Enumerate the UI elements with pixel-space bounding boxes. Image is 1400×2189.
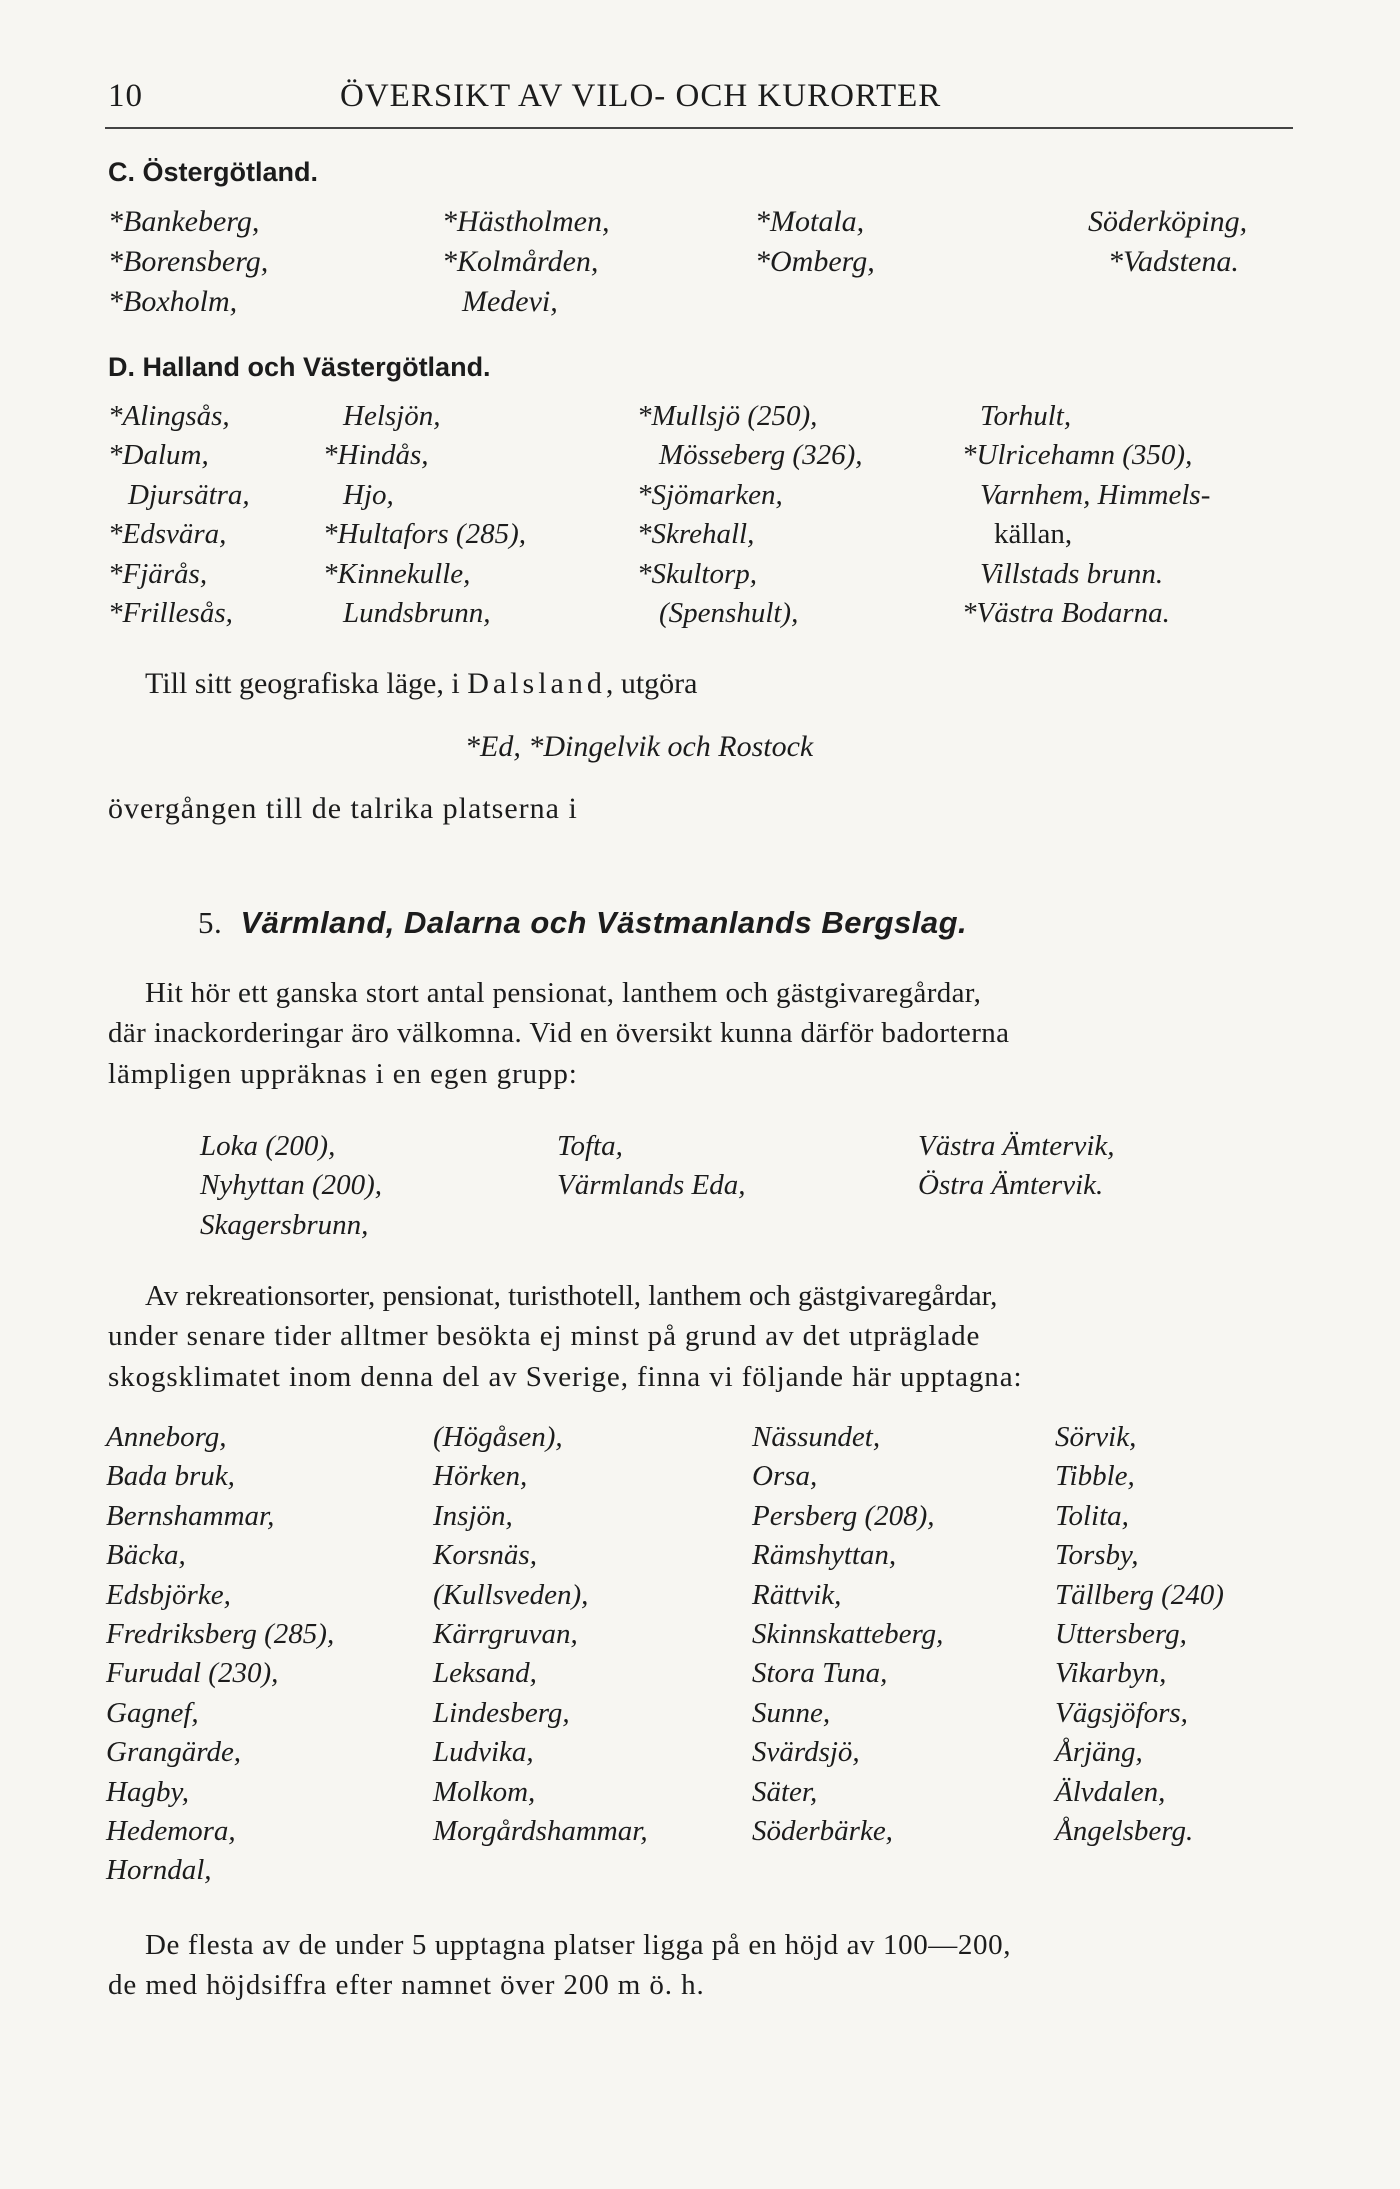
place-name: *Fjärås, — [108, 557, 208, 590]
place-name: Stora Tuna, — [752, 1657, 888, 1690]
place-name: Mösseberg (326), — [659, 439, 863, 472]
place-name: (Högåsen), — [433, 1421, 563, 1453]
place-name: Torsby, — [1055, 1539, 1139, 1572]
place-name: Hedemora, — [106, 1815, 236, 1848]
place-name: Insjön, — [433, 1499, 513, 1532]
place-name: Säter, — [752, 1775, 818, 1808]
dalsland-line-2: *Ed, *Dingelvik och Rostock — [465, 730, 814, 763]
place-name: Torhult, — [980, 400, 1072, 432]
paragraph-line: De flesta av de under 5 upptagna platser ligga på en höjd av 100—200, — [145, 1929, 1012, 1961]
place-name: Helsjön, — [343, 400, 441, 432]
place-name: Bada bruk, — [106, 1460, 235, 1493]
place-name: Djursätra, — [128, 478, 250, 511]
place-name: Nässundet, — [752, 1421, 881, 1453]
place-name: Hagby, — [106, 1775, 189, 1808]
place-name: Korsnäs, — [433, 1539, 537, 1572]
place-name: Sunne, — [752, 1696, 831, 1729]
list-column-4 — [1055, 1418, 1224, 1851]
place-name: Leksand, — [433, 1657, 537, 1690]
running-title: ÖVERSIKT AV VILO- OCH KURORTER — [340, 78, 942, 114]
place-name: *Sjömarken, — [637, 478, 783, 511]
place-name: Morgårdshammar, — [433, 1815, 648, 1848]
closing-paragraph — [108, 1925, 1011, 2006]
place-name: Gagnef, — [106, 1696, 199, 1729]
place-name: källan, — [994, 518, 1073, 551]
place-name: *Bankeberg, — [108, 205, 260, 238]
place-name: Årjäng, — [1055, 1736, 1143, 1769]
section-d-column-3 — [637, 397, 863, 633]
place-name: Grangärde, — [106, 1736, 242, 1769]
place-name: Tällberg (240) — [1055, 1578, 1224, 1611]
place-name: Värmlands Eda, — [557, 1169, 746, 1202]
place-name: *Hindås, — [323, 439, 429, 472]
place-name: Molkom, — [433, 1775, 536, 1808]
header-rule — [105, 127, 1293, 129]
section-number: 5. — [198, 905, 223, 940]
section-d-column-1 — [108, 397, 250, 633]
place-name: Varnhem, Himmels- — [980, 478, 1211, 511]
place-name: (Spenshult), — [659, 597, 799, 630]
list-column-1 — [106, 1418, 334, 1891]
place-name: *Västra Bodarna. — [962, 597, 1170, 630]
section-c-column-4 — [1088, 202, 1247, 282]
place-name: Medevi, — [462, 285, 558, 318]
place-name: *Skultorp, — [637, 557, 758, 590]
place-name: *Hästholmen, — [442, 205, 610, 238]
place-name: Östra Ämtervik. — [918, 1169, 1104, 1202]
paragraph-line: Av rekreationsorter, pensionat, turisthotell, lanthem och gästgivaregårdar, — [145, 1280, 998, 1312]
place-name: *Borensberg, — [108, 245, 269, 278]
paragraph-line: lämpligen uppräknas i en egen grupp: — [108, 1057, 578, 1090]
section-d-heading: D. Halland och Västergötland. — [108, 352, 491, 382]
place-name: Hjo, — [343, 478, 394, 511]
place-name: *Mullsjö (250), — [637, 400, 818, 432]
paragraph-line: skogsklimatet inom denna del av Sverige, finna vi följande här upptagna: — [108, 1360, 1023, 1393]
place-name: Ångelsberg. — [1055, 1815, 1194, 1848]
place-name: *Skrehall, — [637, 518, 755, 551]
paragraph-line: där inackorderingar äro välkomna. Vid en översikt kunna därför badorterna — [108, 1017, 1010, 1050]
place-name: Älvdalen, — [1055, 1775, 1166, 1808]
place-name: Bäcka, — [106, 1539, 186, 1572]
place-name: *Hultafors (285), — [323, 518, 526, 551]
place-name: Furudal (230), — [106, 1657, 279, 1690]
group-column-2 — [557, 1127, 746, 1206]
place-name: Anneborg, — [106, 1421, 227, 1453]
place-name: Söderköping, — [1088, 205, 1248, 238]
place-name: Edsbjörke, — [106, 1578, 231, 1611]
dalsland-place: Dalsland — [467, 667, 606, 700]
section-title: Värmland, Dalarna och Västmanlands Bergslag. — [240, 905, 968, 940]
dalsland-line-3: övergången till de talrika platserna i — [108, 792, 578, 825]
dalsland-text: Till sitt geografiska läge, i — [145, 667, 468, 700]
place-name: Nyhyttan (200), — [200, 1169, 383, 1202]
section-d-column-2 — [323, 397, 526, 633]
place-name: *Kinnekulle, — [323, 557, 471, 590]
place-name: Västra Ämtervik, — [918, 1130, 1115, 1162]
paragraph-line: Hit hör ett ganska stort antal pensionat, lanthem och gästgivaregårdar, — [145, 977, 982, 1009]
place-name: *Kolmården, — [442, 245, 599, 278]
place-name: *Vadstena. — [1108, 245, 1239, 278]
place-name: Tofta, — [557, 1130, 623, 1162]
place-name: Persberg (208), — [752, 1499, 935, 1532]
paragraph-line: under senare tider alltmer besökta ej minst på grund av det utpräglade — [108, 1320, 981, 1353]
place-name: Skinnskatteberg, — [752, 1618, 944, 1651]
place-name: *Motala, — [755, 205, 865, 238]
place-name: Uttersberg, — [1055, 1618, 1187, 1651]
place-name: Fredriksberg (285), — [106, 1618, 335, 1651]
place-name: Ludvika, — [433, 1736, 534, 1769]
place-name: Lindesberg, — [433, 1696, 570, 1729]
place-name: Villstads brunn. — [980, 557, 1164, 590]
dalsland-text: , utgöra — [605, 667, 698, 700]
dalsland-line-1 — [145, 664, 697, 704]
place-name: *Alingsås, — [108, 400, 230, 432]
section-5-second-paragraph — [108, 1276, 1022, 1397]
list-column-2 — [433, 1418, 648, 1851]
place-name: *Boxholm, — [108, 285, 238, 318]
place-name: Lundsbrunn, — [343, 597, 491, 630]
place-name: Loka (200), — [200, 1130, 336, 1162]
place-name: Horndal, — [106, 1854, 212, 1887]
paragraph-line: de med höjdsiffra efter namnet över 200 m ö. h. — [108, 1969, 705, 2002]
place-name: Orsa, — [752, 1460, 818, 1493]
section-d-column-4 — [962, 397, 1210, 633]
place-name: Bernshammar, — [106, 1499, 275, 1532]
place-name: Svärdsjö, — [752, 1736, 860, 1769]
section-5-intro — [108, 973, 1009, 1094]
place-name: Tibble, — [1055, 1460, 1135, 1493]
section-c-column-1 — [108, 202, 268, 322]
place-name: Kärrgruvan, — [433, 1618, 578, 1651]
place-name: Söderbärke, — [752, 1815, 893, 1848]
place-name: Hörken, — [433, 1460, 528, 1493]
place-name: *Dalum, — [108, 439, 209, 472]
place-name: *Frillesås, — [108, 597, 233, 630]
place-name: *Edsvära, — [108, 518, 227, 551]
place-name: *Omberg, — [755, 245, 875, 278]
place-name: Vägsjöfors, — [1055, 1696, 1188, 1729]
place-name: Vikarbyn, — [1055, 1657, 1167, 1690]
place-name: Skagersbrunn, — [200, 1208, 369, 1241]
section-c-heading: C. Östergötland. — [108, 157, 319, 187]
page-number: 10 — [108, 78, 143, 114]
place-name: Tolita, — [1055, 1499, 1129, 1532]
section-c-column-2 — [442, 202, 610, 322]
section-c-column-3 — [755, 202, 875, 282]
place-name: Sörvik, — [1055, 1421, 1137, 1453]
list-column-3 — [752, 1418, 943, 1851]
group-column-3 — [918, 1127, 1115, 1206]
place-name: Rättvik, — [752, 1578, 842, 1611]
place-name: (Kullsveden), — [433, 1578, 589, 1611]
section-5-heading — [198, 905, 967, 941]
place-name: Rämshyttan, — [752, 1539, 897, 1572]
group-column-1 — [200, 1127, 382, 1245]
place-name: *Ulricehamn (350), — [962, 439, 1193, 472]
